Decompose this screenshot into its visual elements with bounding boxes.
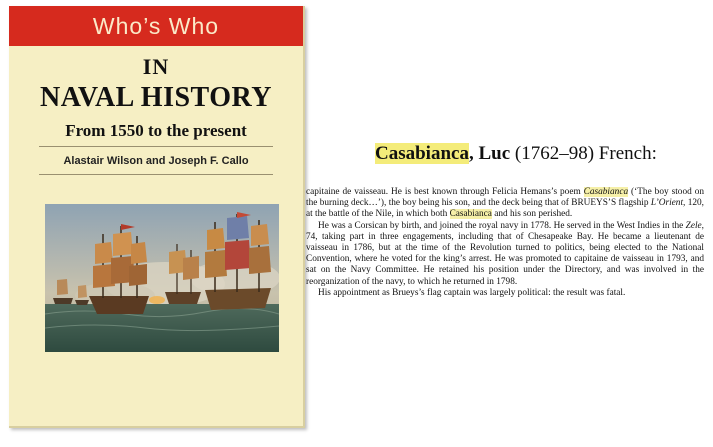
entry-paragraph-1: [306, 187, 704, 221]
entry-name-rest: , Luc: [468, 143, 511, 164]
cover-authors: Alastair Wilson and Joseph F. Callo: [63, 155, 249, 167]
book-cover: [9, 6, 305, 428]
poem-title-highlight: Casabianca: [583, 187, 629, 197]
ship-name-lorient: L’Orient: [650, 198, 684, 209]
cover-rule-bottom: [39, 174, 273, 175]
p2-text-a: He was a Corsican by birth, and joined the royal navy in 1778. He served in the West Indies in the: [318, 220, 686, 231]
entry-body: [306, 187, 704, 299]
p1-text-c: , 120, at the battle of the Nile, in which both: [306, 198, 704, 220]
entry-name-highlight: Casabianca: [375, 143, 469, 164]
ship-name-zele: Zele: [685, 220, 702, 231]
entry-dates: (1762–98) French:: [510, 143, 657, 164]
p1-text-b: (‘The boy stood on the burning deck…’), the boy being his son, and the deck being that of BRUEYS’S flagship: [306, 187, 704, 209]
cover-subtitle: From 1550 to the present: [65, 121, 247, 140]
p1-text-a: capitaine de vaisseau. He is best known through Felicia Hemans’s poem: [306, 187, 584, 197]
cover-series-title: Who’s Who: [9, 6, 303, 46]
entry-paragraph-2: [306, 221, 704, 288]
entry-paragraph-3: His appointment as Brueys’s flag captain was largely political: the result was fatal.: [318, 287, 626, 298]
naval-battle-painting: [45, 204, 279, 352]
cover-in-word: IN: [142, 54, 170, 79]
cover-title: NAVAL HISTORY: [40, 82, 272, 113]
p2-text-b: , 74, taking part in three engagements, including that of Chesapeake Bay. He became a lieutenant de vaisseau in 1786, but at the time of the Revolution turned to politics, being elected to the National Convention, where he voted for the king’s arrest. He was promoted to capitaine de vaisseau in 1793, and sat on the Navy Committee. He retained his position under the Directory, and was involved in the reorganization of the navy, to which he returned in 1798.: [306, 220, 704, 287]
cover-rule-top: [39, 146, 273, 147]
entry-heading: [375, 143, 657, 165]
p1-text-d: and his son perished.: [491, 209, 573, 220]
name-highlight-2: Casabianca: [449, 209, 492, 220]
